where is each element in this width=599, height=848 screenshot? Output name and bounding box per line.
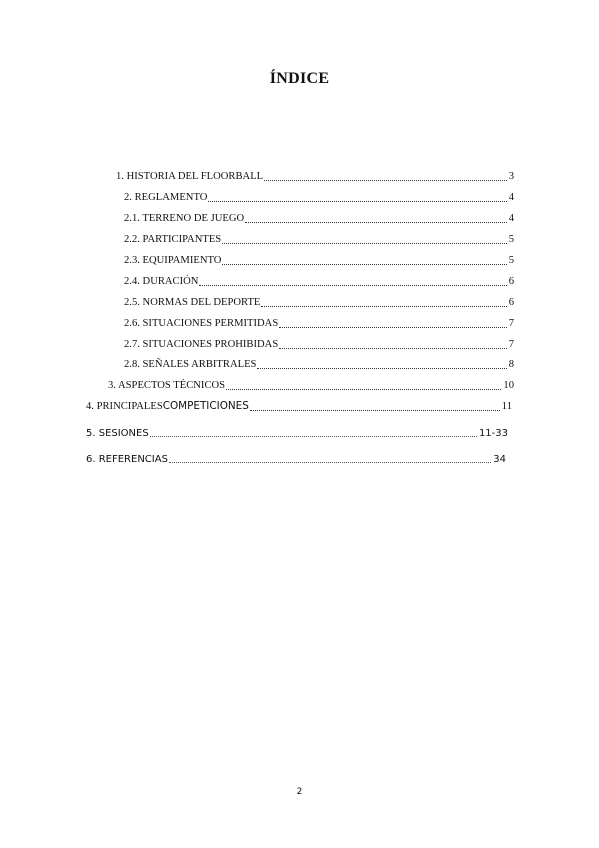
dot-leader bbox=[222, 263, 506, 265]
toc-entry-label bbox=[86, 400, 249, 413]
toc-entry[interactable] bbox=[86, 452, 506, 466]
toc-entry[interactable] bbox=[124, 232, 514, 246]
toc-entry[interactable] bbox=[124, 337, 514, 351]
toc-entry-page: 8 bbox=[508, 359, 514, 370]
dot-leader bbox=[226, 388, 501, 390]
dot-leader bbox=[257, 367, 506, 369]
toc-entry-page: 4 bbox=[508, 192, 514, 203]
toc-entry-page: 6 bbox=[508, 297, 514, 308]
dot-leader bbox=[208, 200, 506, 202]
dot-leader bbox=[279, 326, 506, 328]
toc-entry-page: 6 bbox=[508, 276, 514, 287]
toc-entry-label: 2.6. SITUACIONES PERMITIDAS bbox=[124, 318, 279, 329]
toc-entry-label: 2.3. EQUIPAMIENTO bbox=[124, 255, 222, 266]
dot-leader bbox=[150, 435, 477, 437]
toc-entry[interactable] bbox=[124, 253, 514, 267]
toc-entry-page: 4 bbox=[508, 213, 514, 224]
toc-entry-page: 3 bbox=[508, 171, 514, 182]
toc-entry-label: 5. SESIONES bbox=[86, 428, 149, 439]
dot-leader bbox=[264, 179, 507, 181]
toc-entry[interactable] bbox=[124, 316, 514, 330]
toc-entry[interactable] bbox=[124, 357, 514, 371]
toc-entry-label: 2.7. SITUACIONES PROHIBIDAS bbox=[124, 339, 279, 350]
toc-entry-page: 11 bbox=[501, 401, 512, 412]
toc-entry-label: 2. REGLAMENTO bbox=[124, 192, 208, 203]
dot-leader bbox=[222, 242, 507, 244]
toc-entry-label: 2.1. TERRENO DE JUEGO bbox=[124, 213, 245, 224]
toc-entry-page: 11-33 bbox=[478, 428, 508, 439]
toc-entry-label: 1. HISTORIA DEL FLOORBALL bbox=[116, 171, 264, 182]
toc-entry-label: 2.2. PARTICIPANTES bbox=[124, 234, 222, 245]
toc-entry-page: 7 bbox=[508, 318, 514, 329]
toc-entry[interactable] bbox=[124, 295, 514, 309]
toc-entry[interactable] bbox=[124, 190, 514, 204]
page-title: ÍNDICE bbox=[269, 70, 330, 87]
page-number: 2 bbox=[296, 787, 303, 797]
toc-entry[interactable] bbox=[86, 399, 512, 413]
dot-leader bbox=[245, 221, 507, 223]
toc-entry-label: 2.4. DURACIÓN bbox=[124, 276, 199, 287]
dot-leader bbox=[169, 461, 491, 463]
toc-entry-page: 5 bbox=[508, 255, 514, 266]
dot-leader bbox=[279, 347, 506, 349]
toc-entry[interactable] bbox=[108, 378, 514, 392]
toc-entry[interactable] bbox=[124, 274, 514, 288]
toc-entry-label: 2.5. NORMAS DEL DEPORTE bbox=[124, 297, 261, 308]
dot-leader bbox=[261, 305, 506, 307]
toc-entry-page: 7 bbox=[508, 339, 514, 350]
dot-leader bbox=[250, 409, 500, 411]
toc-entry-label: 2.8. SEÑALES ARBITRALES bbox=[124, 359, 257, 370]
dot-leader bbox=[199, 284, 506, 286]
toc-entry[interactable] bbox=[116, 169, 514, 183]
toc-entry-label: 6. REFERENCIAS bbox=[86, 454, 168, 465]
toc-entry-label: 3. ASPECTOS TÉCNICOS bbox=[108, 380, 226, 391]
toc-entry-label-prefix: 4. PRINCIPALES bbox=[86, 401, 163, 412]
toc-entry[interactable] bbox=[124, 211, 514, 225]
toc-entry-page: 5 bbox=[508, 234, 514, 245]
toc-entry-label-suffix: COMPETICIONES bbox=[162, 400, 249, 412]
toc-entry-page: 34 bbox=[493, 454, 506, 465]
toc-entry[interactable] bbox=[86, 426, 508, 440]
toc-entry-page: 10 bbox=[503, 380, 514, 391]
